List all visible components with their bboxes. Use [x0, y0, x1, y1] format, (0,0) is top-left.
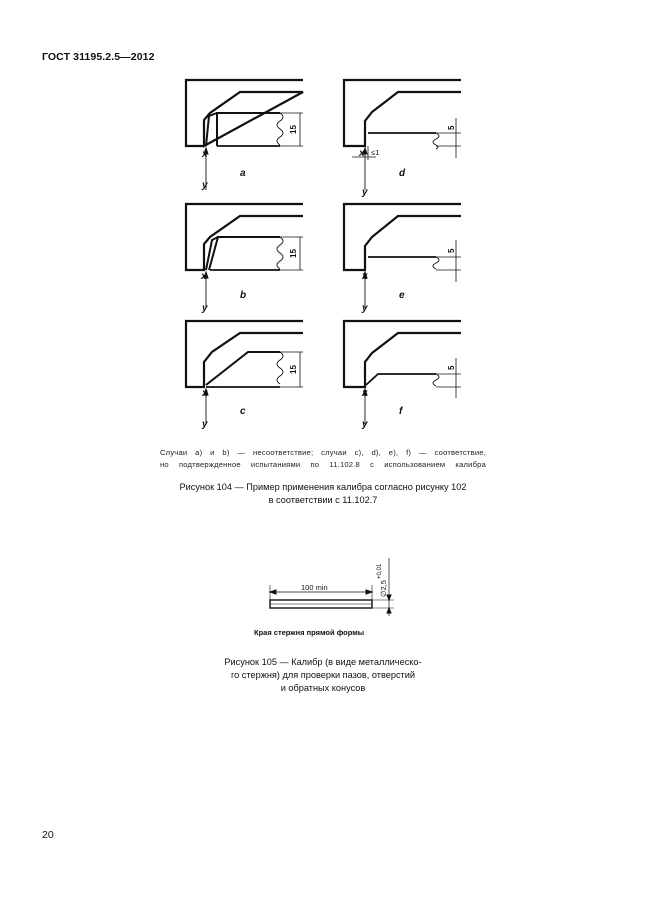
axis-y-label: y	[362, 187, 368, 198]
page-number: 20	[42, 829, 54, 841]
axis-x-label: x	[202, 149, 208, 160]
document-header: ГОСТ 31195.2.5—2012	[42, 51, 155, 63]
axis-x-label: x	[362, 388, 368, 399]
panel-a-letter: a	[240, 168, 246, 179]
panel-b-letter: b	[240, 290, 247, 301]
panel-d-dimension: 5	[447, 125, 456, 130]
axis-y-label: y	[202, 419, 208, 430]
panel-b-dimension: 15	[289, 249, 298, 258]
panel-f-letter: f	[399, 406, 403, 417]
rod-tolerance-label: +0,01	[377, 563, 383, 579]
axis-x-label: x	[359, 148, 365, 159]
figure-105-caption-line-3: и обратных конусов	[280, 683, 366, 693]
panel-e-dimension: 5	[447, 248, 456, 253]
axis-y-label: y	[202, 180, 208, 191]
panel-c-dimension: 15	[289, 365, 298, 374]
axis-x-label: x	[201, 271, 207, 282]
axis-y-label: y	[362, 303, 368, 314]
figure-105-drawing	[270, 558, 394, 616]
panel-d-letter: d	[399, 168, 406, 179]
axis-y-label: y	[202, 303, 208, 314]
figure-104-caption-line-2: в соответствии с 11.102.7	[268, 495, 378, 505]
axis-x-label: x	[202, 388, 208, 399]
figure-104-note-line-1: Случаи а) и b) — несоответствие; случаи с), d), e), f) — соответствие,	[160, 448, 486, 457]
figure-104-note-line-2: но подтвержденное испытаниями по 11.102.8 с использованием калибра	[160, 460, 486, 469]
figure-104-caption-line-1: Рисунок 104 — Пример применения калибра согласно рисунку 102	[179, 482, 467, 492]
panel-d-offset: ≤1	[371, 148, 380, 157]
axis-y-label: y	[362, 419, 368, 430]
rod-length-label: 100 min	[301, 583, 328, 592]
panel-c-letter: c	[240, 406, 246, 417]
figure-105-caption-line-2: го стержня) для проверки пазов, отверстий	[230, 670, 416, 680]
figure-105-caption-line-1: Рисунок 105 — Калибр (в виде металлическо-	[224, 657, 422, 667]
axis-x-label: x	[362, 271, 368, 282]
rod-diameter-label: ∅2,5	[379, 580, 388, 597]
panel-f	[344, 321, 461, 424]
panel-f-dimension: 5	[447, 365, 456, 370]
rod-edge-caption: Края стержня прямой формы	[254, 628, 365, 637]
panel-a-dimension: 15	[289, 125, 298, 134]
panel-e-letter: e	[399, 290, 405, 301]
